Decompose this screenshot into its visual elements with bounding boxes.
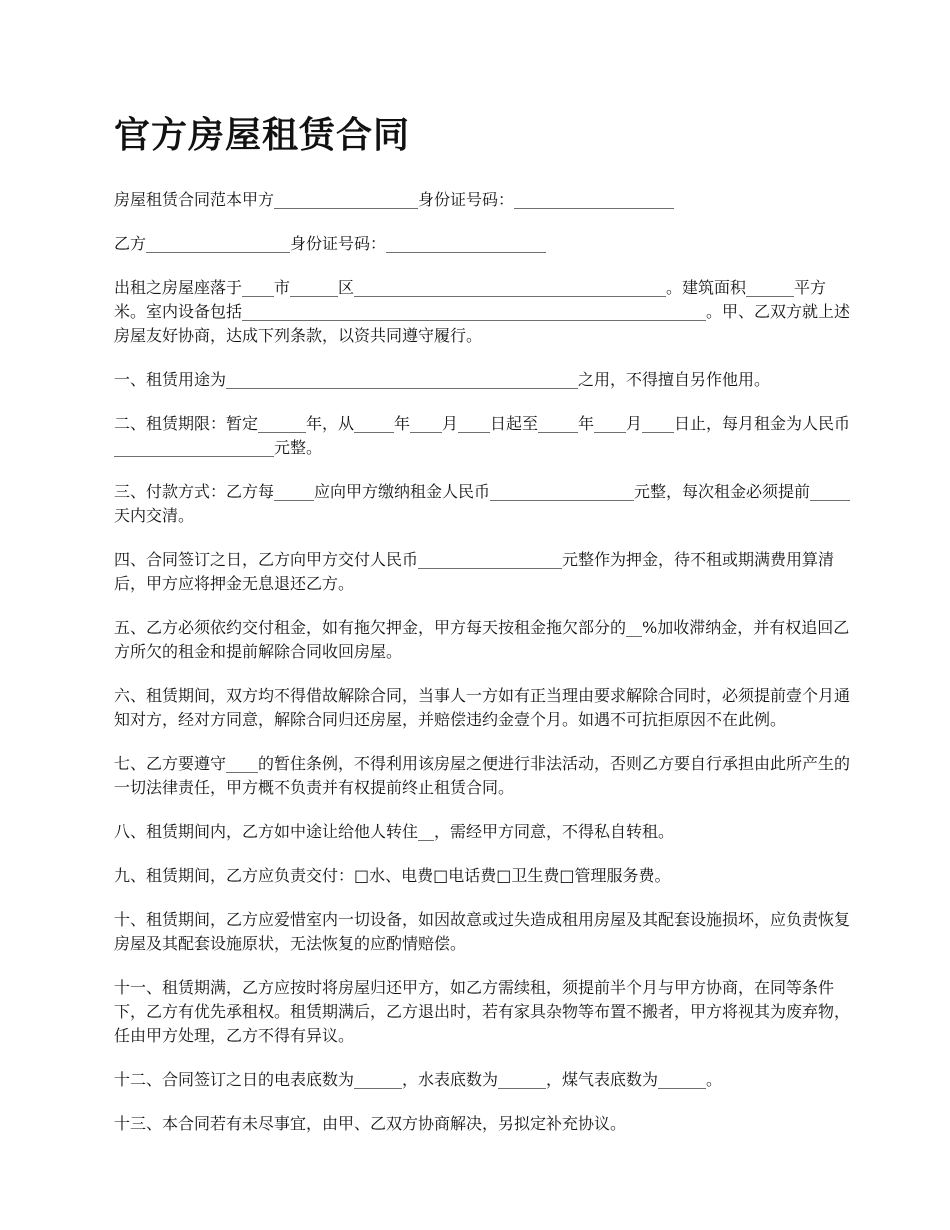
clause-1: 一、租赁用途为____________________________________________之用，不得擅自另作他用。 xyxy=(114,370,771,389)
clause-11: 十一、租赁期满，乙方应按时将房屋归还甲方，如乙方需续租，须提前半个月与甲方协商，在同等条件下，乙方有优先承租权。租赁期满后，乙方退出时，若有家具杂物等布置不搬者，甲方将视其为废弃物，任由甲方处理，乙方不得有异议。 xyxy=(114,978,851,1045)
party-b-line: 乙方__________________身份证号码：____________________ xyxy=(114,234,547,253)
clause-7: 七、乙方要遵守____的暂住条例，不得利用该房屋之便进行非法活动，否则乙方要自行承担由此所产生的一切法律责任，甲方概不负责并有权提前终止租赁合同。 xyxy=(114,754,851,797)
clause-8: 八、租赁期间内，乙方如中途让给他人转住__，需经甲方同意，不得私自转租。 xyxy=(114,822,675,841)
clause-9: 九、租赁期间，乙方应负责交付：□水、电费□电话费□卫生费□管理服务费。 xyxy=(114,866,671,885)
clause-12: 十二、合同签订之日的电表底数为______，水表底数为______，煤气表底数为______。 xyxy=(114,1070,723,1089)
property-description: 出租之房屋座落于____市______区_______________________________________。建筑面积______平方米。室内设备包括__________________________________________________________。甲、乙双方就上述房屋友好协商，达成下列条款，以资共同遵守履行。 xyxy=(114,278,851,345)
party-a-line: 房屋租赁合同范本甲方__________________身份证号码：____________________ xyxy=(114,190,675,209)
clause-10: 十、租赁期间，乙方应爱惜室内一切设备，如因故意或过失造成租用房屋及其配套设施损坏，应负责恢复房屋及其配套设施原状，无法恢复的应酌情赔偿。 xyxy=(114,910,851,953)
clause-13: 十三、本合同若有未尽事宜，由甲、乙双方协商解决，另拟定补充协议。 xyxy=(114,1114,627,1133)
document-page xyxy=(114,112,854,1156)
clause-6: 六、租赁期间，双方均不得借故解除合同，当事人一方如有正当理由要求解除合同时，必须提前壹个月通知对方，经对方同意，解除合同归还房屋，并赔偿违约金壹个月。如遇不可抗拒原因不在此例。 xyxy=(114,686,851,729)
clause-5: 五、乙方必须依约交付租金，如有拖欠押金，甲方每天按租金拖欠部分的__%加收滞纳金，并有权追回乙方所欠的租金和提前解除合同收回房屋。 xyxy=(114,618,850,661)
clause-2: 二、租赁期限：暂定______年，从_____年____月____日起至_____年____月____日止，每月租金为人民币____________________元整。 xyxy=(114,414,851,457)
clause-3: 三、付款方式：乙方每_____应向甲方缴纳租金人民币__________________元整，每次租金必须提前_____天内交清。 xyxy=(114,482,851,525)
clause-4: 四、合同签订之日，乙方向甲方交付人民币__________________元整作为押金，待不租或期满费用算清后，甲方应将押金无息退还乙方。 xyxy=(114,550,835,593)
document-title: 官方房屋租赁合同 xyxy=(114,115,411,156)
